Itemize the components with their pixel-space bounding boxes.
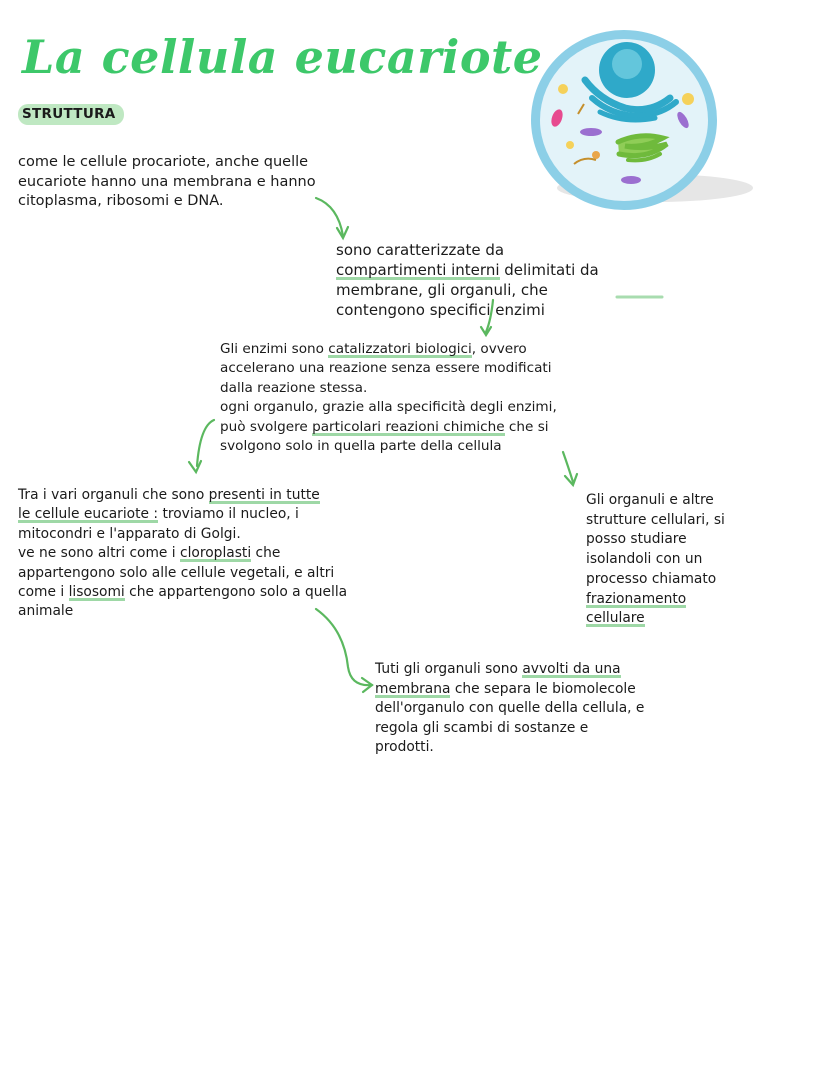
highlighted-term: membrana <box>375 680 451 697</box>
text-line: membrane, gli organuli, che <box>336 281 548 299</box>
highlighted-term: compartimenti interni <box>336 261 500 279</box>
compartments-block <box>336 240 599 320</box>
text-line: regola gli scambi di sostanze e <box>375 719 589 736</box>
text-span: può svolgere <box>220 418 313 435</box>
text-span: Gli enzimi sono <box>220 341 329 357</box>
highlighted-term: le cellule eucariote : <box>18 506 159 523</box>
text-line: animale <box>18 603 74 620</box>
highlighted-term: lisosomi <box>68 584 125 601</box>
highlighted-term: frazionamento <box>586 590 687 607</box>
intro-block <box>18 153 316 212</box>
organelles-block <box>18 486 347 622</box>
text-line: isolandoli con un <box>586 551 703 568</box>
text-span: Tra i vari organuli che sono <box>18 487 209 503</box>
highlighted-term: cellulare <box>586 610 645 627</box>
text-line: sono caratterizzate da <box>336 241 505 259</box>
text-line: dalla reazione stessa. <box>220 379 368 396</box>
enzymes-block <box>220 340 557 456</box>
text-line: Gli organuli e altre <box>586 492 714 508</box>
text-line: dell'organulo con quelle della cellula, e <box>375 700 645 717</box>
text-line: citoplasma, ribosomi e DNA. <box>18 193 224 210</box>
text-line: posso studiare <box>586 531 687 548</box>
text-line: contengono specifici enzimi <box>336 301 545 319</box>
membrane-block <box>375 660 644 758</box>
text-line: svolgono solo in quella parte della cellula <box>220 438 502 455</box>
text-span: , ovvero <box>471 341 527 357</box>
highlighted-term: presenti in tutte <box>208 487 320 503</box>
page-title: La cellula eucariote <box>22 30 543 84</box>
text-line: processo chiamato <box>586 570 717 587</box>
text-span: che si <box>504 418 549 435</box>
text-line: appartengono solo alle cellule vegetali, e altri <box>18 564 335 581</box>
section-label: STRUTTURA <box>18 104 124 125</box>
text-span: Tuti gli organuli sono <box>375 661 523 677</box>
text-span: ve ne sono altri come i <box>18 545 181 562</box>
eukaryotic-cell-icon <box>531 30 753 210</box>
text-span: delimitati da <box>499 261 599 279</box>
highlighted-term: cloroplasti <box>180 545 252 562</box>
text-line: ogni organulo, grazie alla specificità degli enzimi, <box>220 399 557 416</box>
text-line: eucariote hanno una membrana e hanno <box>18 173 316 190</box>
highlighted-term: catalizzatori biologici <box>328 341 472 357</box>
text-line: mitocondri e l'apparato di Golgi. <box>18 525 241 542</box>
text-line: accelerano una reazione senza essere modificati <box>220 360 552 377</box>
fractionation-block <box>586 491 725 629</box>
text-line: prodotti. <box>375 739 434 756</box>
text-span: come i <box>18 584 69 601</box>
highlighted-term: particolari reazioni chimiche <box>312 418 505 435</box>
text-line: strutture cellulari, si <box>586 511 725 528</box>
text-span: che <box>251 545 281 562</box>
text-span: che appartengono solo a quella <box>124 584 348 601</box>
text-span: troviamo il nucleo, i <box>158 506 299 523</box>
text-span: che separa le biomolecole <box>450 680 636 697</box>
text-line: come le cellule procariote, anche quelle <box>18 154 309 170</box>
highlighted-term: avvolti da una <box>522 661 621 677</box>
